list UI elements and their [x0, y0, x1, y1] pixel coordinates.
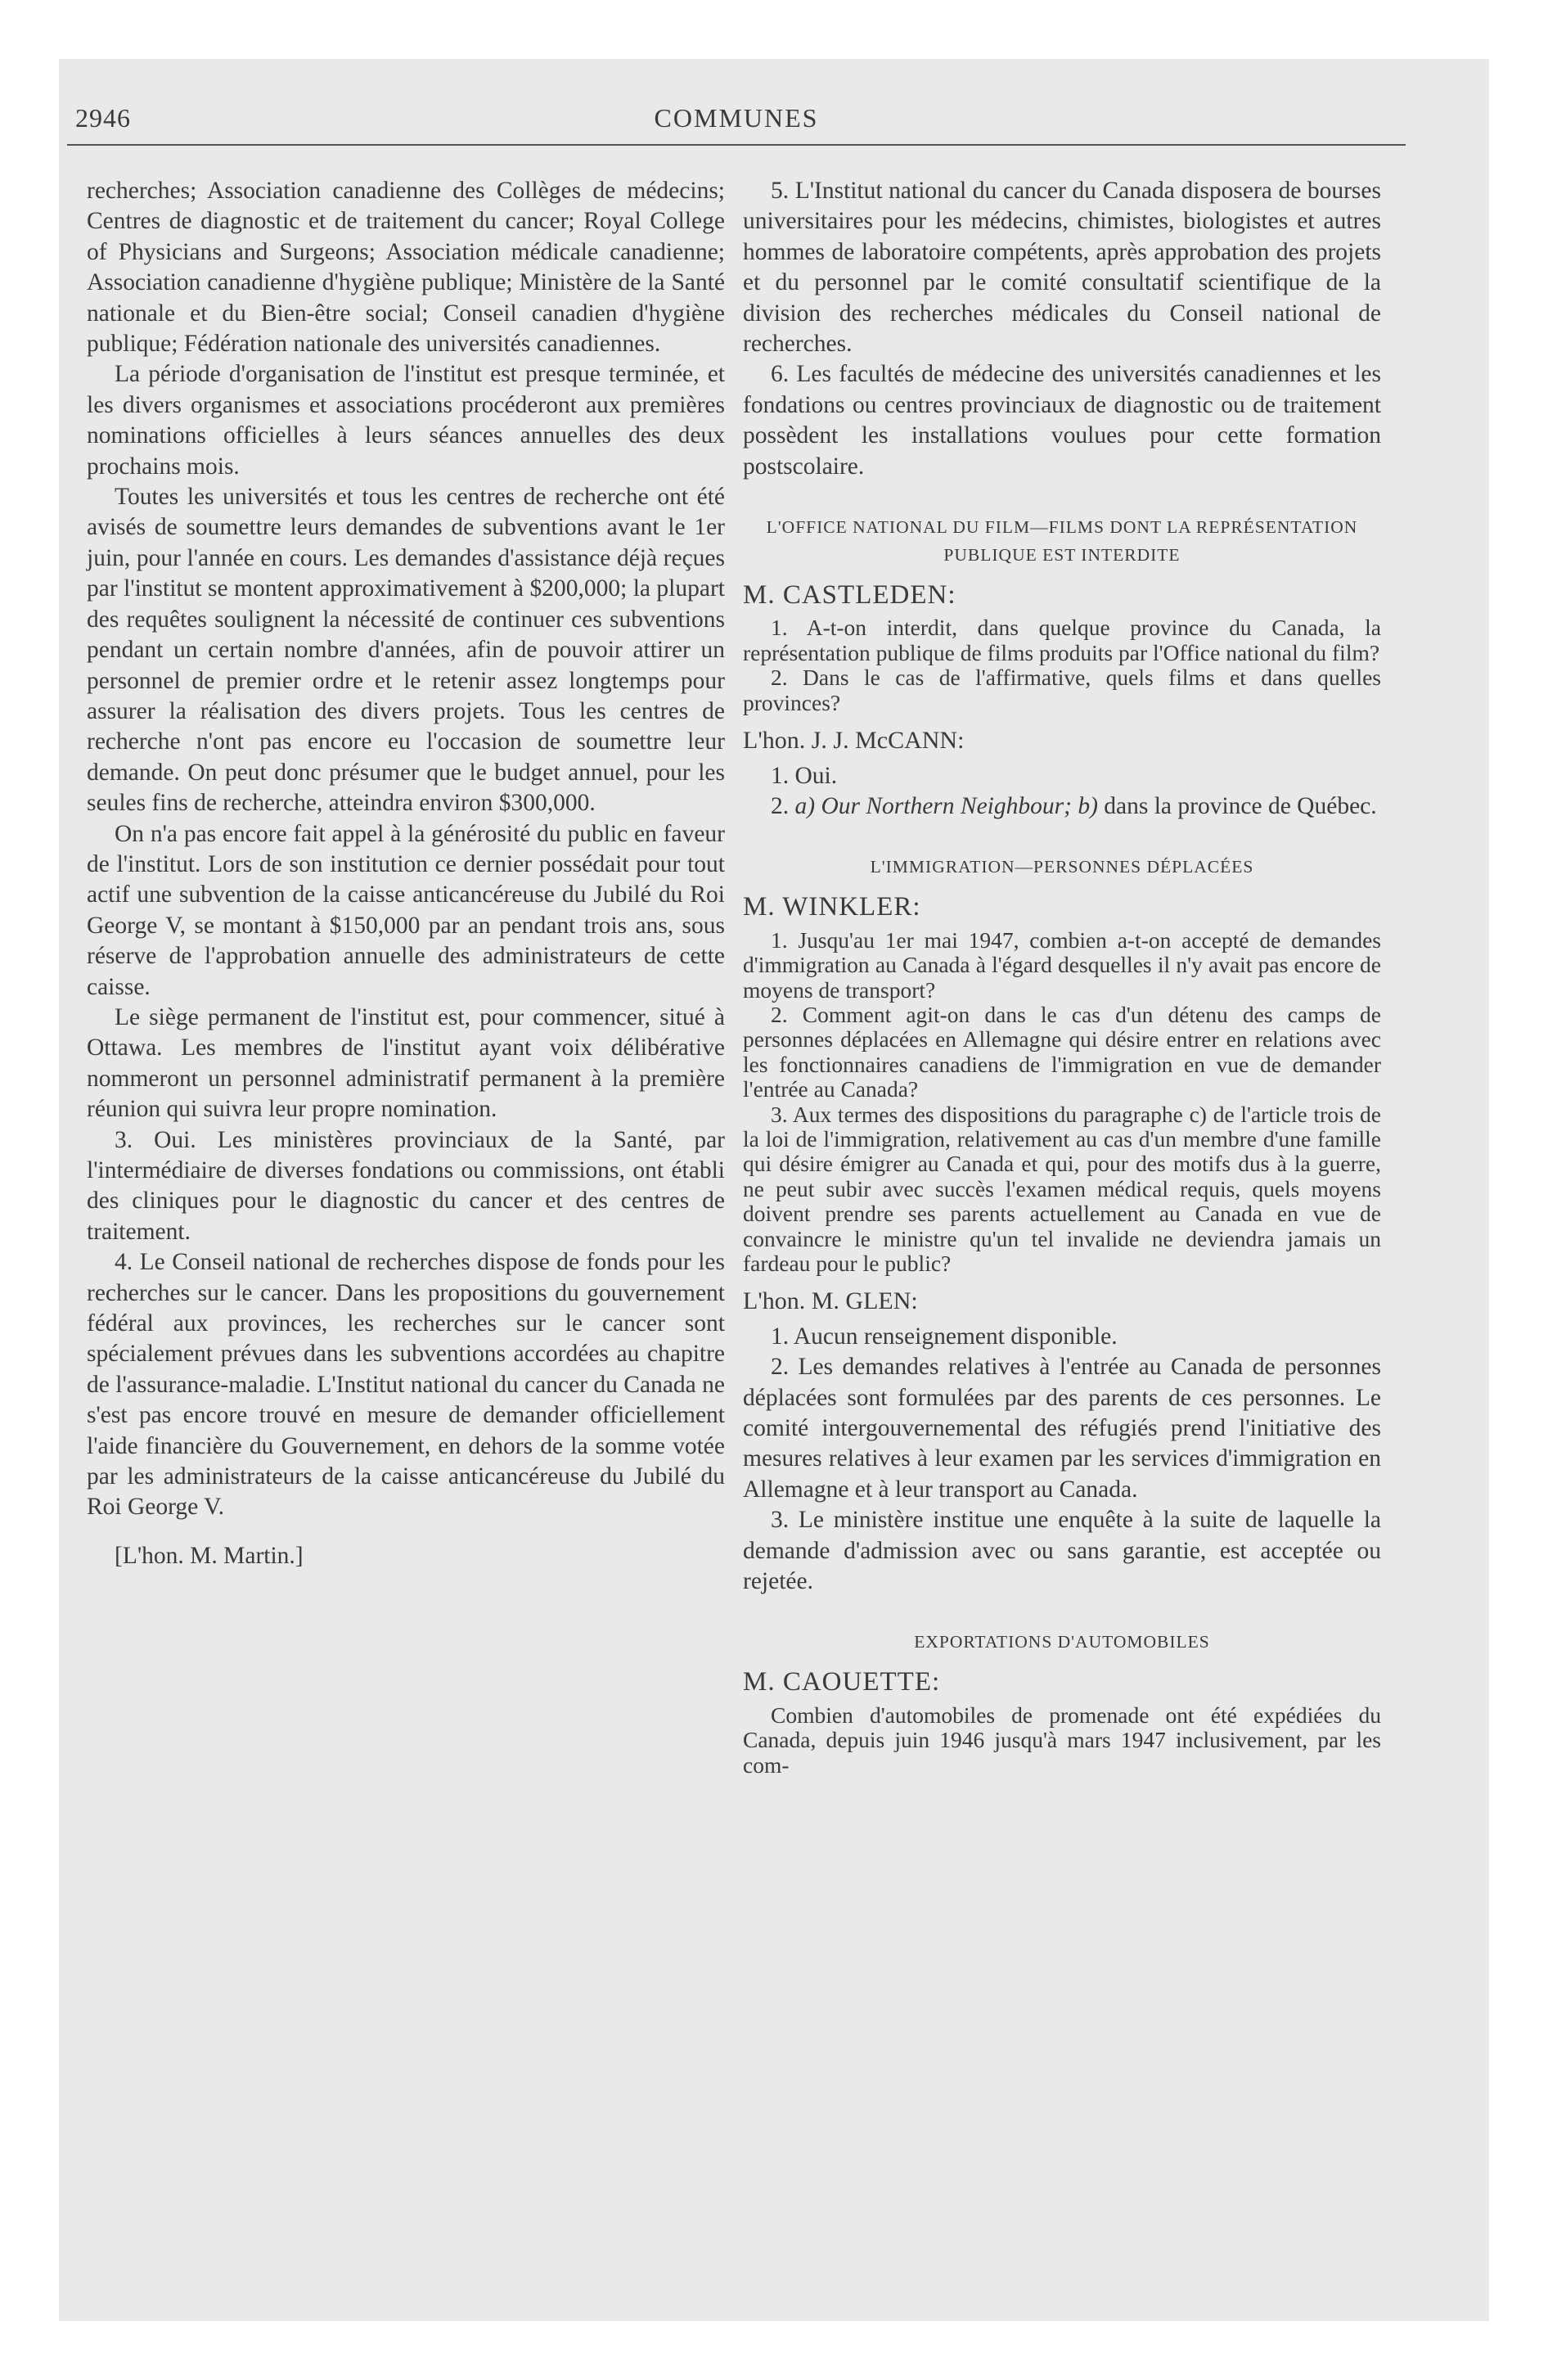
speaker-glen: L'hon. M. GLEN:	[743, 1287, 918, 1315]
speaker-castleden: M. CASTLEDEN:	[743, 580, 956, 611]
question-film-2: 2. Dans le cas de l'affirmative, quels films et dans quelles provinces?	[743, 665, 1381, 715]
paragraph-permanent-seat: Le siège permanent de l'institut est, pour commencer, situé à Ottawa. Les membres de l'institut ayant voix délibérative nommeront un personnel administratif permanent à la première réunion qui suivra leur propre nomination.	[87, 1003, 725, 1123]
page-header	[67, 97, 1406, 146]
answer-immigration-1: 1. Aucun renseignement disponible.	[771, 1323, 1118, 1350]
section-heading-exports: EXPORTATIONS D'AUTOMOBILES	[914, 1632, 1210, 1652]
question-film-1: 1. A-t-on interdit, dans quelque province du Canada, la représentation publique de films produits par l'Office national du film?	[743, 615, 1381, 665]
question-immigration-3: 3. Aux termes des dispositions du paragraphe c) de l'article trois de la loi de l'immigration, relativement au cas d'un membre d'une famille qui désire émigrer au Canada et qui, pour des motifs dus à la guerre, ne peut subir avec succès l'examen médical requis, quels moyens doivent prendre ses parents actuellement au Canada en vue de convaincre le ministre qu'un tel invalide ne deviendra jamais un fardeau pour le public?	[743, 1101, 1381, 1276]
section-heading-film: L'OFFICE NATIONAL DU FILM—FILMS DONT LA REPRÉSENTATION PUBLIQUE EST INTERDITE	[766, 517, 1358, 566]
section-heading-immigration: L'IMMIGRATION—PERSONNES DÉPLACÉES	[870, 857, 1254, 877]
question-immigration-1: 1. Jusqu'au 1er mai 1947, combien a-t-on accepté de demandes d'immigration au Canada à l'égard desquelles il n'y avait pas encore de moyens de transport?	[743, 926, 1381, 1003]
answer-film-2-prefix: 2.	[771, 792, 795, 819]
paragraph-answer-4: 4. Le Conseil national de recherches dispose de fonds pour les recherches sur le cancer. Dans les propositions du gouvernement fédéral aux provinces, les recherches sur le cancer sont spécialement prévues dans les subventions accordées au chapitre de l'assurance-maladie. L'Institut national du cancer du Canada ne s'est pas encore trouvé en mesure de demander officiellement l'aide financière du Gouvernement, en dehors de la somme votée par les administrateurs de la caisse anticancéreuse du Jubilé du Roi George V.	[87, 1249, 725, 1521]
page-number: 2946	[75, 103, 131, 133]
answer-immigration-3: 3. Le ministère institue une enquête à la suite de laquelle la demande d'admission avec ou sans garantie, est acceptée ou rejetée.	[743, 1507, 1381, 1595]
film-title-our-northern-neighbour: Our Northern Neighbour;	[821, 792, 1072, 819]
question-automobiles: Combien d'automobiles de promenade ont été expédiées du Canada, depuis juin 1946 jusqu'à mars 1947 inclusivement, par les com-	[743, 1702, 1381, 1778]
running-title: COMMUNES	[654, 103, 819, 133]
answer-film-1: 1. Oui.	[771, 762, 838, 789]
paragraph-public-appeal: On n'a pas encore fait appel à la générosité du public en faveur de l'institut. Lors de son institution ce dernier possédait pour tout actif une subvention de la caisse anticancéreuse du Jubilé du Roi George V, se montant à $150,000 par an pendant trois ans, sous réserve de l'approbation annuelle des administrateurs de cette caisse.	[87, 820, 725, 1000]
paragraph-universities-requests: Toutes les universités et tous les centres de recherche ont été avisés de soumettre leurs demandes de subventions avant le 1er juin, pour l'année en cours. Les demandes d'assistance déjà reçues par l'institut se montent approximativement à $200,000; la plupart des requêtes soulignent la nécessité de continuer ces subventions pendant un certain nombre d'années, afin de pouvoir attirer un personnel de premier ordre et le retenir assez longtemps pour assurer la réalisation des divers projets. Tous les centres de recherche n'ont pas encore eu l'occasion de soumettre leur demande. On peut donc présumer que le budget annuel, pour les seules fins de recherche, atteindra environ $300,000.	[87, 484, 725, 817]
paragraph-organisation-period: La période d'organisation de l'institut est presque terminée, et les divers organismes et associations procéderont aux premières nominations officielles à leurs séances annuelles des deux prochains mois.	[87, 361, 725, 480]
answer-film-2	[743, 791, 1381, 822]
right-column	[743, 176, 1381, 1778]
answer-film-2-a: a)	[794, 792, 816, 819]
question-immigration-2: 2. Comment agit-on dans le cas d'un détenu des camps de personnes déplacées en Allemagne qui désire entrer en relations avec les fonctionnaires canadiens de l'immigration en vue de demander l'entrée au Canada?	[743, 1001, 1381, 1102]
speaker-caouette: M. CAOUETTE:	[743, 1667, 941, 1697]
paragraph-answer-3: 3. Oui. Les ministères provinciaux de la Santé, par l'intermédiaire de diverses fondations ou commissions, ont établi des cliniques pour le diagnostic du cancer et des centres de traitement.	[87, 1126, 725, 1245]
speaker-mccann: L'hon. J. J. McCANN:	[743, 727, 965, 755]
paragraph-answer-5: 5. L'Institut national du cancer du Canada disposera de bourses universitaires pour les médecins, chimistes, biologistes et autres hommes de laboratoire compétents, après approbation des projets et du personnel par le comité consultatif scientifique de la division des recherches médicales du Conseil national de recherches.	[743, 178, 1381, 358]
paragraph-associations-list: recherches; Association canadienne des Collèges de médecins; Centres de diagnostic et de traitement du cancer; Royal College of Physicians and Surgeons; Association médicale canadienne; Association canadienne d'hygiène publique; Ministère de la Santé nationale et du Bien-être social; Conseil canadien d'hygiène publique; Fédération nationale des universités canadiennes.	[87, 178, 725, 358]
answer-film-2-suffix: dans la province de Québec.	[1104, 792, 1377, 819]
paragraph-answer-6: 6. Les facultés de médecine des universités canadiennes et les fondations ou centres provinciaux de diagnostic ou de traitement possèdent les installations voulues pour cette formation postscolaire.	[743, 361, 1381, 480]
left-column	[87, 176, 725, 1571]
answer-film-2-b: b)	[1078, 792, 1098, 819]
answer-immigration-2: 2. Les demandes relatives à l'entrée au Canada de personnes déplacées sont formulées par des parents de ces personnes. Le comité intergouvernemental des réfugiés prend l'initiative des mesures relatives à leur examen par les services d'immigration en Allemagne et à leur transport au Canada.	[743, 1354, 1381, 1503]
speaker-winkler: M. WINKLER:	[743, 892, 921, 922]
speaker-attribution: [L'hon. M. Martin.]	[115, 1542, 304, 1569]
